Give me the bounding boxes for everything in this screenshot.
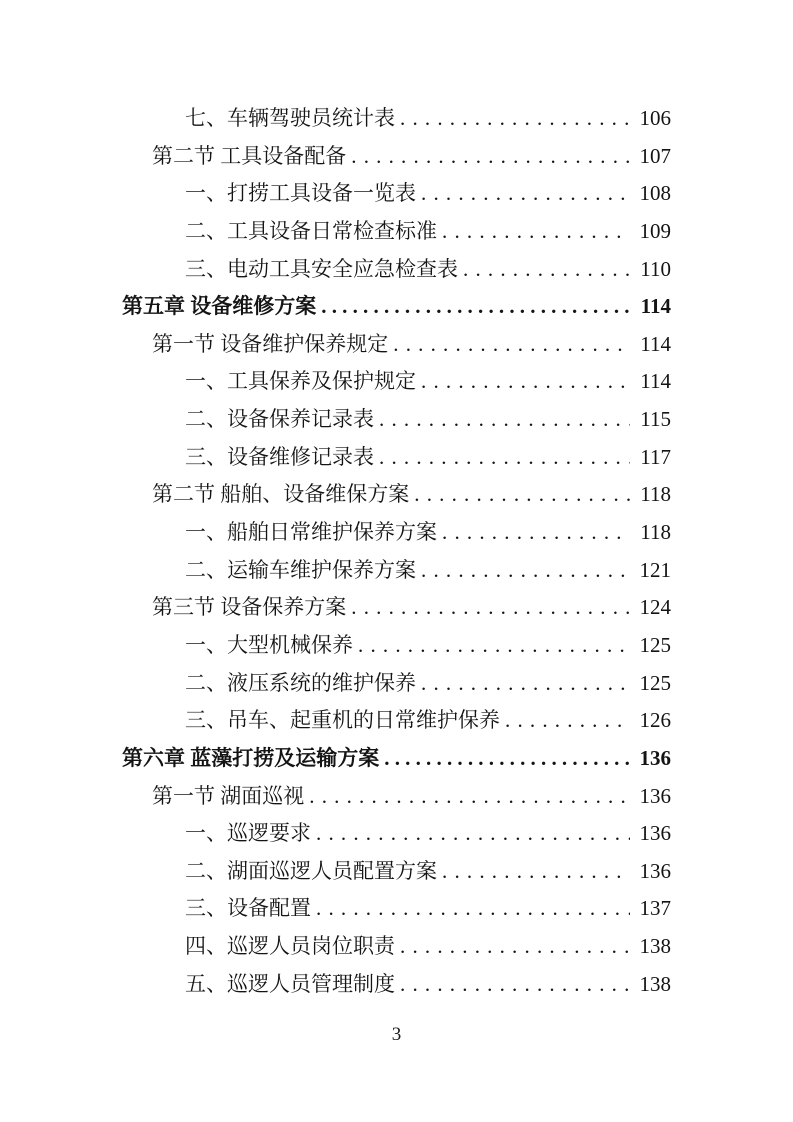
dot-leader <box>421 363 630 401</box>
toc-entry <box>122 439 671 477</box>
dot-leader <box>414 476 630 514</box>
toc-entry <box>122 552 671 590</box>
toc-entry-page: 125 <box>639 632 671 657</box>
toc-entry-title: 三、设备配置 <box>185 896 311 921</box>
toc-entry <box>122 100 671 138</box>
dot-leader <box>400 928 630 966</box>
toc-entry <box>122 213 671 251</box>
toc-entry-title: 一、大型机械保养 <box>185 632 353 657</box>
toc-entry <box>122 815 671 853</box>
toc-entry-title: 三、电动工具安全应急检查表 <box>185 256 458 281</box>
toc-entry-page: 114 <box>640 369 671 394</box>
toc-entry-page: 117 <box>640 444 671 469</box>
toc-entry-page: 125 <box>639 670 671 695</box>
toc-entry-page: 114 <box>640 294 671 319</box>
toc-entry-title: 第五章 设备维修方案 <box>122 294 317 319</box>
toc-entry <box>122 476 671 514</box>
toc-entry-title: 第二节 工具设备配备 <box>152 143 347 168</box>
dot-leader <box>309 778 629 816</box>
dot-leader <box>316 815 630 853</box>
dot-leader <box>421 552 630 590</box>
toc-entry <box>122 702 671 740</box>
dot-leader <box>505 702 630 740</box>
toc-entry <box>122 138 671 176</box>
toc-entry-title: 第三节 设备保养方案 <box>152 595 347 620</box>
toc-entry <box>122 627 671 665</box>
dot-leader <box>384 740 629 778</box>
toc-entry-title: 三、设备维修记录表 <box>185 444 374 469</box>
dot-leader <box>393 326 630 364</box>
toc-entry-title: 第二节 船舶、设备维保方案 <box>152 482 410 507</box>
toc-entry-page: 108 <box>639 181 671 206</box>
toc-entry-page: 136 <box>639 858 671 883</box>
dot-leader <box>351 589 629 627</box>
dot-leader <box>400 966 630 1004</box>
toc-entry-page: 107 <box>639 143 671 168</box>
toc-entry-title: 五、巡逻人员管理制度 <box>185 971 395 996</box>
toc-entry-page: 136 <box>639 783 671 808</box>
toc-entry <box>122 665 671 703</box>
toc-entry <box>122 514 671 552</box>
toc-entry-page: 118 <box>640 520 671 545</box>
dot-leader <box>463 251 630 289</box>
toc-entry <box>122 589 671 627</box>
toc-entry-title: 四、巡逻人员岗位职责 <box>185 934 395 959</box>
toc-entry-title: 一、船舶日常维护保养方案 <box>185 520 437 545</box>
toc-entry-title: 一、巡逻要求 <box>185 821 311 846</box>
toc-entry-title: 二、运输车维护保养方案 <box>185 557 416 582</box>
toc-entry-page: 136 <box>639 745 671 770</box>
footer-page-number: 3 <box>391 1024 402 1045</box>
toc-entry-page: 126 <box>639 708 671 733</box>
toc-entry <box>122 778 671 816</box>
toc-entry-title: 一、工具保养及保护规定 <box>185 369 416 394</box>
toc-entry-title: 二、工具设备日常检查标准 <box>185 218 437 243</box>
toc-entry-page: 121 <box>639 557 671 582</box>
toc-entry <box>122 401 671 439</box>
toc-entry-title: 第一节 设备维护保养规定 <box>152 331 389 356</box>
toc-entry <box>122 966 671 1004</box>
toc-entry-page: 115 <box>640 407 671 432</box>
toc-entry <box>122 288 671 326</box>
toc-entry-page: 106 <box>639 106 671 130</box>
dot-leader <box>442 514 630 552</box>
toc-entry-title: 二、液压系统的维护保养 <box>185 670 416 695</box>
toc-entry-title: 三、吊车、起重机的日常维护保养 <box>185 708 500 733</box>
toc-entry-page: 124 <box>639 595 671 620</box>
toc-entry <box>122 853 671 891</box>
toc-entry-page: 109 <box>639 218 671 243</box>
dot-leader <box>421 175 630 213</box>
dot-leader <box>358 627 630 665</box>
toc-entry <box>122 175 671 213</box>
dot-leader <box>442 213 630 251</box>
dot-leader <box>351 138 629 176</box>
toc-entry <box>122 740 671 778</box>
dot-leader <box>379 401 630 439</box>
toc-entry-page: 136 <box>639 821 671 846</box>
toc-entry-title: 一、打捞工具设备一览表 <box>185 181 416 206</box>
toc-entry <box>122 251 671 289</box>
toc-entry-page: 118 <box>640 482 671 507</box>
toc-entry-page: 137 <box>639 896 671 921</box>
toc-entry <box>122 363 671 401</box>
toc-entry-page: 114 <box>640 331 671 356</box>
toc-entry-title: 第六章 蓝藻打捞及运输方案 <box>122 745 380 770</box>
toc-entry <box>122 928 671 966</box>
toc-entry-page: 138 <box>639 934 671 959</box>
toc <box>122 100 671 1003</box>
toc-entry <box>122 890 671 928</box>
dot-leader <box>379 439 630 477</box>
dot-leader <box>442 853 630 891</box>
dot-leader <box>421 665 630 703</box>
toc-entry-title: 二、湖面巡逻人员配置方案 <box>185 858 437 883</box>
dot-leader <box>316 890 630 928</box>
toc-entry-page: 110 <box>640 256 671 281</box>
dot-leader <box>321 288 630 326</box>
toc-entry-page: 138 <box>639 971 671 996</box>
toc-entry-title: 第一节 湖面巡视 <box>152 783 305 808</box>
toc-entry <box>122 326 671 364</box>
dot-leader <box>400 100 630 138</box>
toc-entry-title: 二、设备保养记录表 <box>185 407 374 432</box>
toc-entry-title: 七、车辆驾驶员统计表 <box>185 106 395 130</box>
